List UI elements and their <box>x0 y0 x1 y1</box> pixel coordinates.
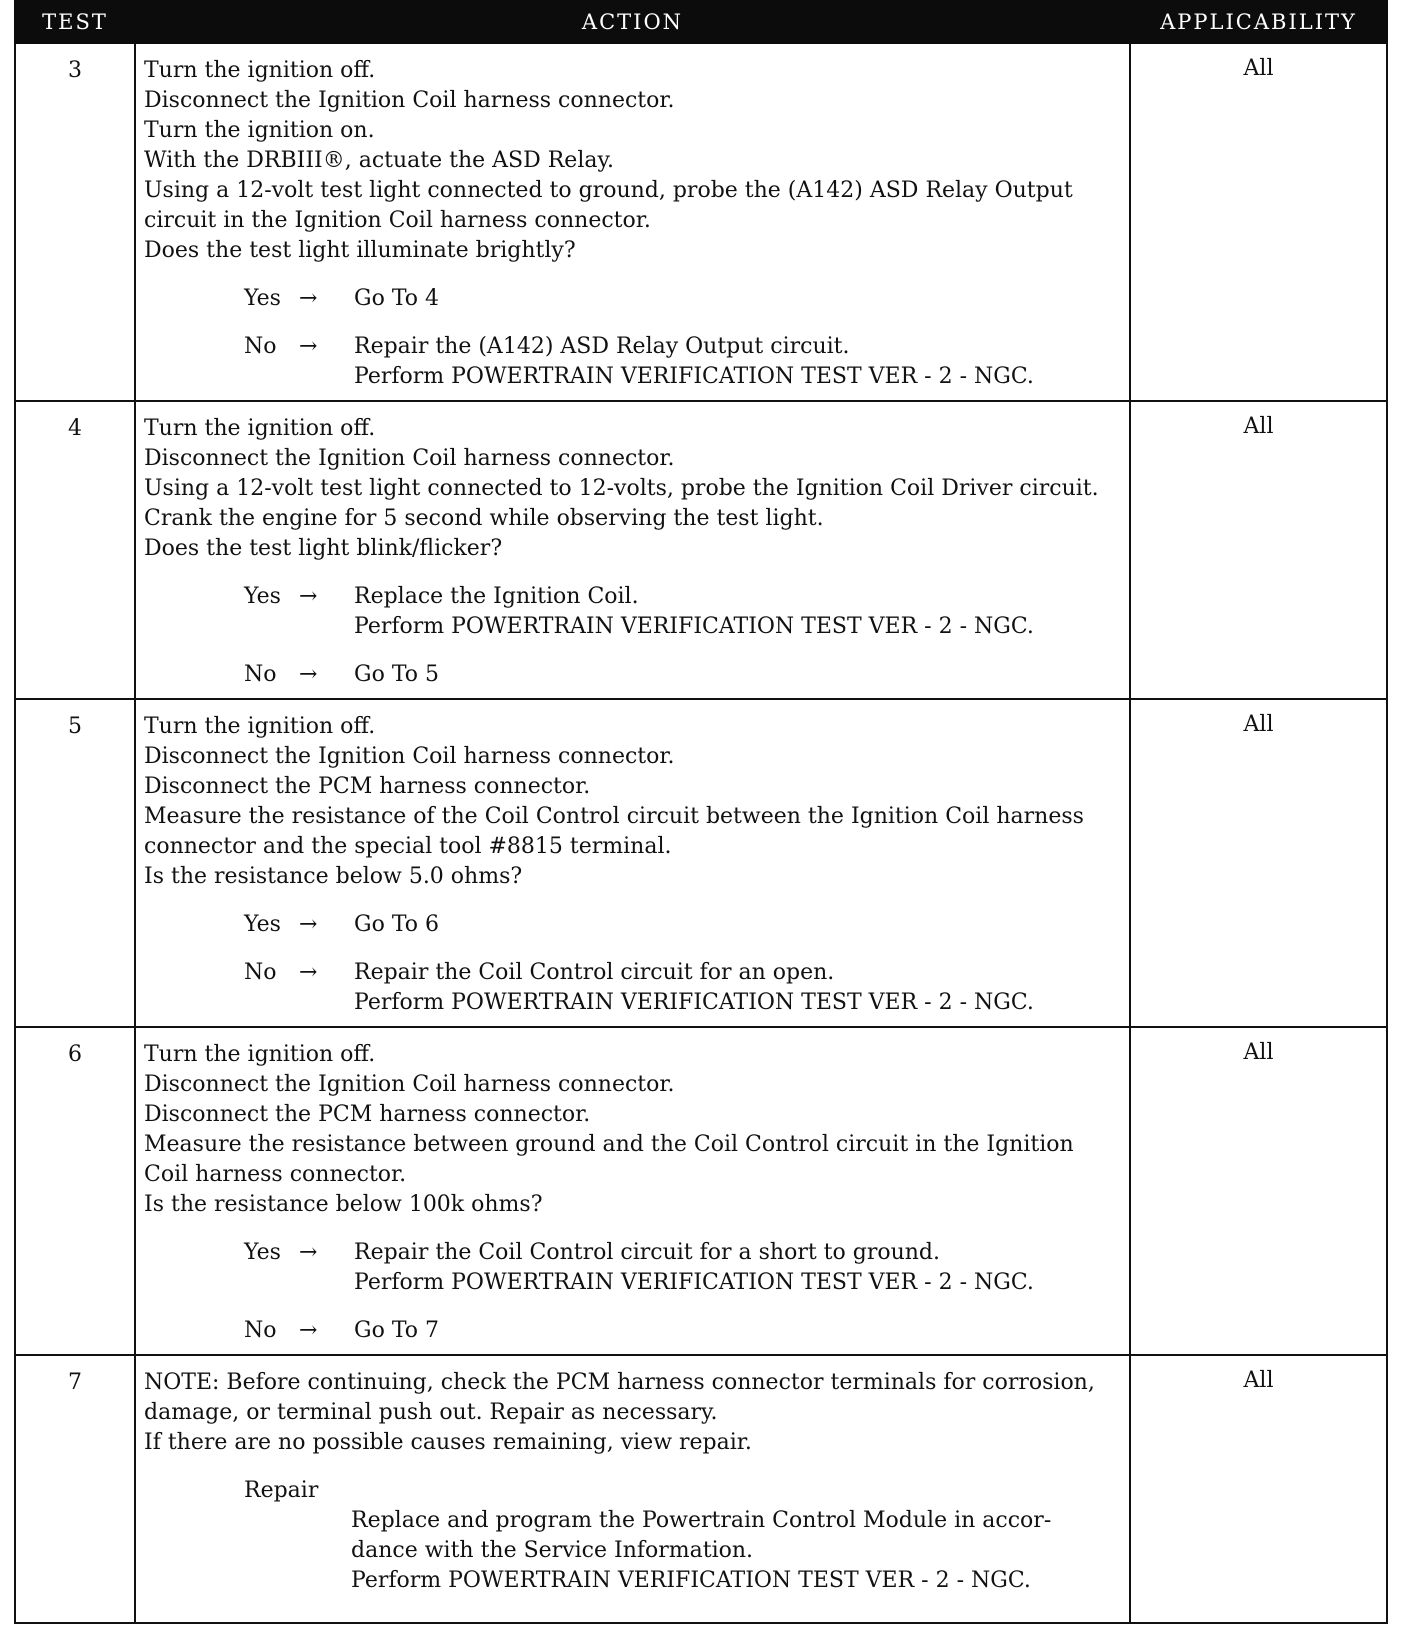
action-cell <box>135 43 1130 401</box>
response-label: No <box>244 334 277 359</box>
table-row <box>15 699 1387 1027</box>
arrow-right-icon: → <box>299 960 318 985</box>
response-label: No <box>244 662 277 687</box>
header-test: TEST <box>15 1 135 43</box>
applicability-value: All <box>1130 699 1387 1027</box>
response-line: Perform POWERTRAIN VERIFICATION TEST VER - 2 - NGC. <box>354 1270 1034 1295</box>
action-step: With the DRBIII®, actuate the ASD Relay. <box>144 148 614 173</box>
action-step: Using a 12-volt test light connected to 12-volts, probe the Ignition Coil Driver circuit. <box>144 476 1099 501</box>
test-number: 6 <box>15 1027 135 1355</box>
arrow-right-icon: → <box>299 662 318 687</box>
no-response <box>144 660 1123 690</box>
action-step: Disconnect the Ignition Coil harness connector. <box>144 88 675 113</box>
action-step: Is the resistance below 100k ohms? <box>144 1192 543 1217</box>
action-step: Using a 12-volt test light connected to ground, probe the (A142) ASD Relay Output <box>144 178 1073 203</box>
arrow-right-icon: → <box>299 584 318 609</box>
arrow-right-icon: → <box>299 286 318 311</box>
response-text <box>354 1238 1123 1298</box>
arrow-right-icon: → <box>299 912 318 937</box>
response-text <box>354 1316 1123 1346</box>
table-row <box>15 1027 1387 1355</box>
response-label: No <box>244 960 277 985</box>
no-response <box>144 1316 1123 1346</box>
action-step: Disconnect the PCM harness connector. <box>144 774 591 799</box>
action-step: If there are no possible causes remaining, view repair. <box>144 1430 752 1455</box>
response-text <box>354 910 1123 940</box>
arrow-right-icon: → <box>299 1318 318 1343</box>
response-line: Repair the Coil Control circuit for an open. <box>354 960 835 985</box>
test-number: 7 <box>15 1355 135 1623</box>
table-row <box>15 43 1387 401</box>
table-row <box>15 401 1387 699</box>
action-step: Measure the resistance between ground and the Coil Control circuit in the Ignition <box>144 1132 1074 1157</box>
action-step: Turn the ignition off. <box>144 58 376 83</box>
no-response <box>144 958 1123 1018</box>
action-step: Turn the ignition on. <box>144 118 375 143</box>
arrow-right-icon: → <box>299 334 318 359</box>
response-line: Replace the Ignition Coil. <box>354 584 639 609</box>
yes-response <box>144 1238 1123 1298</box>
response-label: Yes <box>244 286 281 311</box>
applicability-value: All <box>1130 1027 1387 1355</box>
test-number: 5 <box>15 699 135 1027</box>
action-step: Measure the resistance of the Coil Control circuit between the Ignition Coil harness <box>144 804 1084 829</box>
action-step: damage, or terminal push out. Repair as necessary. <box>144 1400 718 1425</box>
repair-text <box>351 1506 1123 1596</box>
action-step: Turn the ignition off. <box>144 1042 376 1067</box>
repair-line: Replace and program the Powertrain Control Module in accor- <box>351 1508 1052 1533</box>
action-step: circuit in the Ignition Coil harness connector. <box>144 208 651 233</box>
test-number: 4 <box>15 401 135 699</box>
response-line: Repair the Coil Control circuit for a short to ground. <box>354 1240 941 1265</box>
response-text <box>354 332 1123 392</box>
applicability-value: All <box>1130 43 1387 401</box>
response-line: Repair the (A142) ASD Relay Output circuit. <box>354 334 850 359</box>
action-cell <box>135 1355 1130 1623</box>
action-step: Does the test light blink/flicker? <box>144 536 503 561</box>
action-cell <box>135 401 1130 699</box>
header-action: ACTION <box>135 1 1130 43</box>
arrow-right-icon: → <box>299 1240 318 1265</box>
response-text <box>354 958 1123 1018</box>
action-step: Turn the ignition off. <box>144 714 376 739</box>
repair-label: Repair <box>244 1478 319 1503</box>
header-applicability: APPLICABILITY <box>1130 1 1387 43</box>
action-step: Is the resistance below 5.0 ohms? <box>144 864 523 889</box>
action-cell <box>135 1027 1130 1355</box>
response-text <box>354 582 1123 642</box>
yes-response <box>144 910 1123 940</box>
response-label: No <box>244 1318 277 1343</box>
response-line: Go To 7 <box>354 1318 440 1343</box>
table-header-row <box>15 1 1387 43</box>
response-line: Go To 5 <box>354 662 440 687</box>
action-step: Disconnect the Ignition Coil harness connector. <box>144 744 675 769</box>
repair-line: Perform POWERTRAIN VERIFICATION TEST VER - 2 - NGC. <box>351 1568 1031 1593</box>
action-step: Coil harness connector. <box>144 1162 407 1187</box>
response-label: Yes <box>244 584 281 609</box>
action-step: Turn the ignition off. <box>144 416 376 441</box>
yes-response <box>144 284 1123 314</box>
action-step: connector and the special tool #8815 terminal. <box>144 834 672 859</box>
action-step: Does the test light illuminate brightly? <box>144 238 576 263</box>
action-step: Disconnect the PCM harness connector. <box>144 1102 591 1127</box>
response-label: Yes <box>244 1240 281 1265</box>
repair-line: dance with the Service Information. <box>351 1538 754 1563</box>
response-line: Go To 4 <box>354 286 440 311</box>
response-text <box>354 284 1123 314</box>
response-label: Yes <box>244 912 281 937</box>
diagnostic-table <box>14 0 1388 1624</box>
table-body <box>15 43 1387 1623</box>
yes-response <box>144 582 1123 642</box>
applicability-value: All <box>1130 1355 1387 1623</box>
response-line: Perform POWERTRAIN VERIFICATION TEST VER - 2 - NGC. <box>354 364 1034 389</box>
action-step: NOTE: Before continuing, check the PCM harness connector terminals for corrosion, <box>144 1370 1095 1395</box>
action-step: Disconnect the Ignition Coil harness connector. <box>144 446 675 471</box>
response-line: Perform POWERTRAIN VERIFICATION TEST VER - 2 - NGC. <box>354 614 1034 639</box>
response-line: Go To 6 <box>354 912 440 937</box>
test-number: 3 <box>15 43 135 401</box>
action-cell <box>135 699 1130 1027</box>
no-response <box>144 332 1123 392</box>
diagnostic-page <box>14 0 1386 1624</box>
applicability-value: All <box>1130 401 1387 699</box>
action-step: Disconnect the Ignition Coil harness connector. <box>144 1072 675 1097</box>
table-row <box>15 1355 1387 1623</box>
response-line: Perform POWERTRAIN VERIFICATION TEST VER - 2 - NGC. <box>354 990 1034 1015</box>
action-step: Crank the engine for 5 second while observing the test light. <box>144 506 824 531</box>
response-text <box>354 660 1123 690</box>
